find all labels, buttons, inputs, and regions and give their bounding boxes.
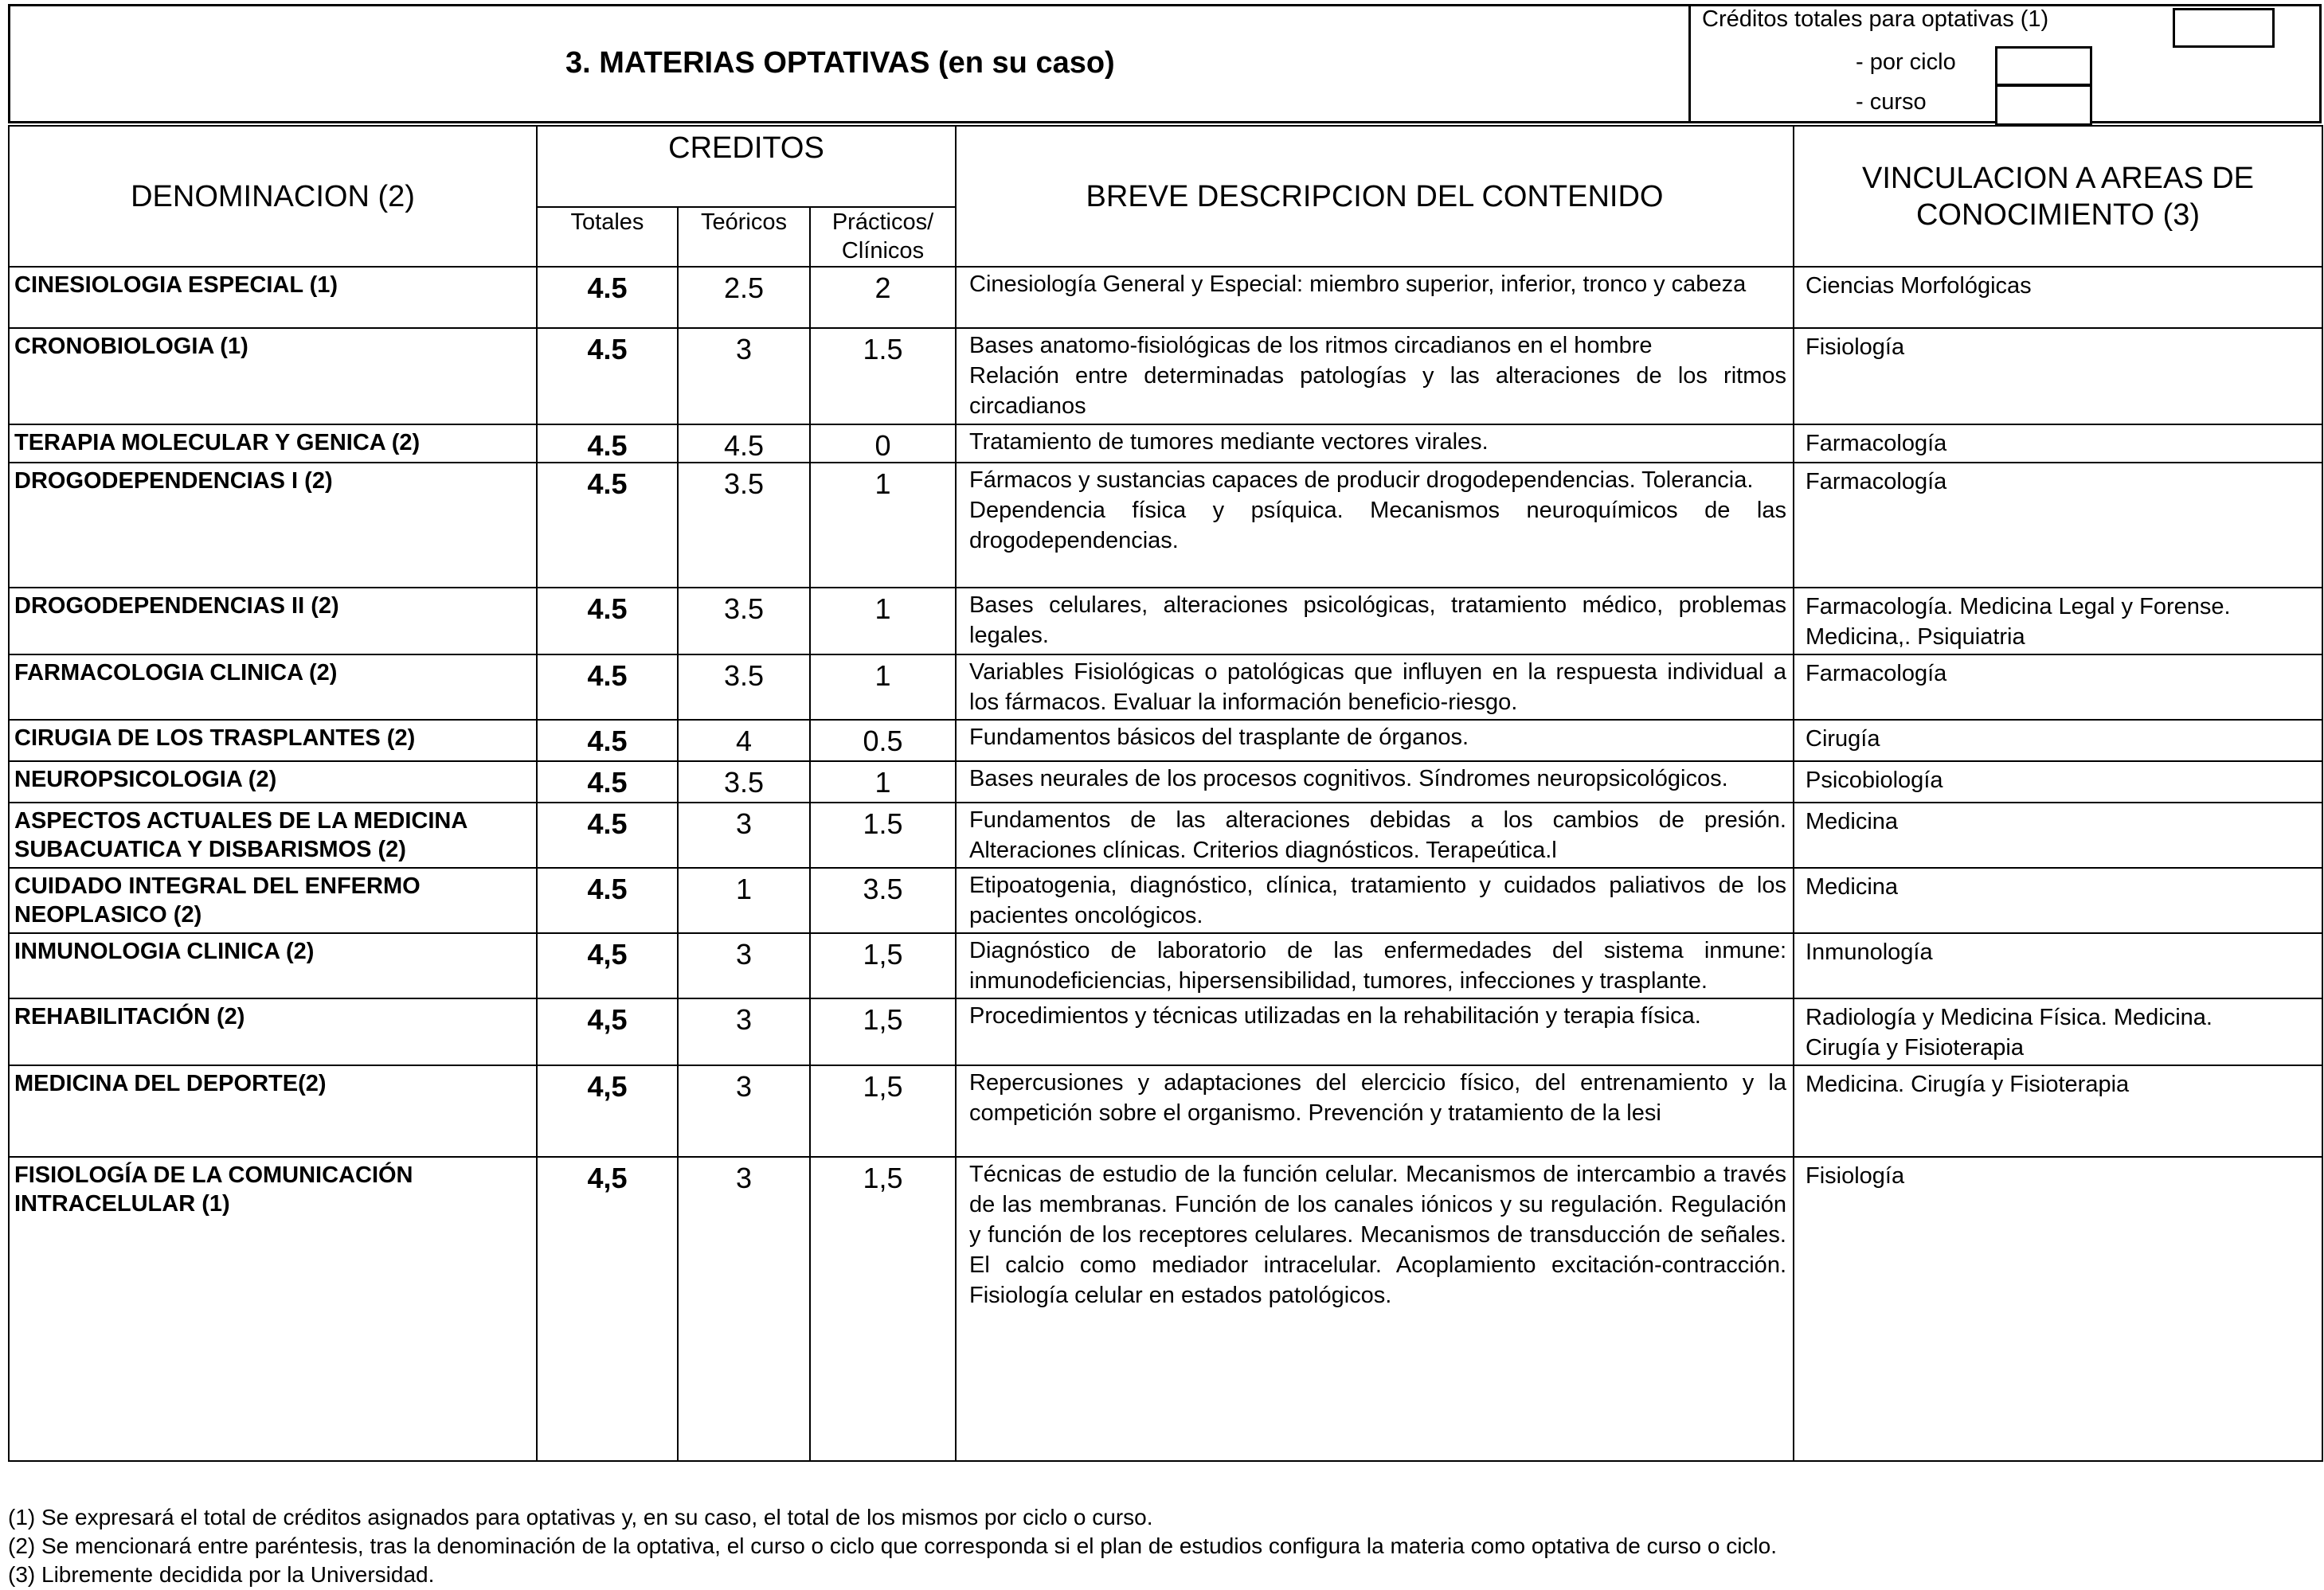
header-practicos: Prácticos/ Clínicos — [810, 207, 956, 267]
knowledge-area: Farmacología — [1794, 463, 2322, 588]
credits-practice: 1 — [810, 761, 956, 803]
footnote-1: (1) Se expresará el total de créditos asignados para optativas y, en su caso, el total de los mismos por ciclo o curso. — [8, 1505, 1153, 1529]
knowledge-area: Ciencias Morfológicas — [1794, 267, 2322, 328]
knowledge-area: Fisiología — [1794, 1157, 2322, 1461]
knowledge-area: Psicobiología — [1794, 761, 2322, 803]
per-course-label: - curso — [1856, 89, 1927, 115]
credits-total: 4,5 — [537, 1157, 678, 1461]
table-body — [9, 267, 2322, 1461]
credits-practice: 1,5 — [810, 1065, 956, 1157]
subject-name: FISIOLOGÍA DE LA COMUNICACIÓN INTRACELULAR (1) — [9, 1157, 537, 1461]
subject-name: FARMACOLOGIA CLINICA (2) — [9, 654, 537, 720]
total-credits-label: Créditos totales para optativas (1) — [1702, 6, 2049, 32]
content-description: Tratamiento de tumores mediante vectores virales. — [956, 424, 1794, 463]
credits-theory: 3 — [678, 998, 810, 1065]
table-row — [9, 803, 2322, 868]
optional-subjects-table — [8, 125, 2323, 1462]
table-row — [9, 1157, 2322, 1461]
table-row — [9, 463, 2322, 588]
content-description: Repercusiones y adaptaciones del elercicio físico, del entrenamiento y la competición sobre el organismo. Prevención y tratamiento de la lesi — [956, 1065, 1794, 1157]
credits-practice: 0.5 — [810, 720, 956, 761]
content-description: Procedimientos y técnicas utilizadas en la rehabilitación y terapia física. — [956, 998, 1794, 1065]
table-row — [9, 868, 2322, 933]
per-course-box[interactable] — [1995, 84, 2092, 126]
section-title: 3. MATERIAS OPTATIVAS (en su caso) — [565, 46, 1115, 80]
table-row — [9, 328, 2322, 424]
credits-total: 4.5 — [537, 328, 678, 424]
credits-theory: 3 — [678, 1157, 810, 1461]
subject-name: REHABILITACIÓN (2) — [9, 998, 537, 1065]
content-description: Fundamentos de las alteraciones debidas a los cambios de presión. Alteraciones clínicas. Criterios diagnósticos. Terapeútica.l — [956, 803, 1794, 868]
per-cycle-box[interactable] — [1995, 46, 2092, 86]
content-description: Bases neurales de los procesos cognitivos. Síndromes neuropsicológicos. — [956, 761, 1794, 803]
credits-total: 4.5 — [537, 654, 678, 720]
table-row — [9, 761, 2322, 803]
subject-name: MEDICINA DEL DEPORTE(2) — [9, 1065, 537, 1157]
knowledge-area: Medicina — [1794, 803, 2322, 868]
knowledge-area: Farmacología. Medicina Legal y Forense. Medicina,. Psiquiatria — [1794, 588, 2322, 654]
credits-total: 4,5 — [537, 998, 678, 1065]
credits-practice: 0 — [810, 424, 956, 463]
knowledge-area: Medicina. Cirugía y Fisioterapia — [1794, 1065, 2322, 1157]
credits-theory: 3.5 — [678, 588, 810, 654]
credits-theory: 3 — [678, 328, 810, 424]
content-description: Diagnóstico de laboratorio de las enfermedades del sistema inmune: inmunodeficiencias, hipersensibilidad, tumores, infecciones y trasplante. — [956, 933, 1794, 998]
subject-name: CUIDADO INTEGRAL DEL ENFERMO NEOPLASICO (2) — [9, 868, 537, 933]
header-creditos: CREDITOS — [537, 126, 956, 207]
table-row — [9, 424, 2322, 463]
credits-total: 4.5 — [537, 761, 678, 803]
credits-theory: 2.5 — [678, 267, 810, 328]
table-row — [9, 654, 2322, 720]
credits-total: 4,5 — [537, 1065, 678, 1157]
credits-total: 4.5 — [537, 463, 678, 588]
table-row — [9, 588, 2322, 654]
credits-total: 4.5 — [537, 424, 678, 463]
credits-practice: 1.5 — [810, 328, 956, 424]
credits-practice: 1.5 — [810, 803, 956, 868]
knowledge-area: Radiología y Medicina Física. Medicina. Cirugía y Fisioterapia — [1794, 998, 2322, 1065]
credits-total: 4.5 — [537, 720, 678, 761]
credits-theory: 3 — [678, 803, 810, 868]
header-teoricos: Teóricos — [678, 207, 810, 267]
credits-theory: 3.5 — [678, 761, 810, 803]
content-description: Etipoatogenia, diagnóstico, clínica, tratamiento y cuidados paliativos de los pacientes oncológicos. — [956, 868, 1794, 933]
credits-total: 4.5 — [537, 803, 678, 868]
credits-practice: 1 — [810, 654, 956, 720]
subject-name: CIRUGIA DE LOS TRASPLANTES (2) — [9, 720, 537, 761]
content-description: Fundamentos básicos del trasplante de órganos. — [956, 720, 1794, 761]
credits-practice: 1 — [810, 588, 956, 654]
knowledge-area: Cirugía — [1794, 720, 2322, 761]
credits-theory: 1 — [678, 868, 810, 933]
knowledge-area: Medicina — [1794, 868, 2322, 933]
knowledge-area: Farmacología — [1794, 654, 2322, 720]
subject-name: INMUNOLOGIA CLINICA (2) — [9, 933, 537, 998]
content-description: Técnicas de estudio de la función celular. Mecanismos de intercambio a través de las membranas. Función de los canales iónicos y su regulación. Regulación y función de los receptores celulares. Mecanismos de transducción de señales. El calcio como mediador intracelular. Acoplamiento excitación-contracción. Fisiología celular en estados patológicos. — [956, 1157, 1794, 1461]
header-vinculacion: VINCULACION A AREAS DE CONOCIMIENTO (3) — [1794, 126, 2322, 267]
table-row — [9, 998, 2322, 1065]
header-totales: Totales — [537, 207, 678, 267]
subject-name: NEUROPSICOLOGIA (2) — [9, 761, 537, 803]
knowledge-area: Fisiología — [1794, 328, 2322, 424]
credits-theory: 3.5 — [678, 654, 810, 720]
footnote-2: (2) Se mencionará entre paréntesis, tras la denominación de la optativa, el curso o ciclo que corresponda si el plan de estudios configura la materia como optativa de curso o ciclo. — [8, 1533, 1777, 1558]
credits-total: 4.5 — [537, 868, 678, 933]
credits-total: 4.5 — [537, 267, 678, 328]
credits-total: 4.5 — [537, 588, 678, 654]
content-description: Variables Fisiológicas o patológicas que influyen en la respuesta individual a los fármacos. Evaluar la información beneficio-riesgo. — [956, 654, 1794, 720]
table-row — [9, 933, 2322, 998]
knowledge-area: Inmunología — [1794, 933, 2322, 998]
subject-name: DROGODEPENDENCIAS I (2) — [9, 463, 537, 588]
content-description: Bases anatomo-fisiológicas de los ritmos circadianos en el hombre Relación entre determinadas patologías y las alteraciones de los ritmos circadianos — [956, 328, 1794, 424]
table-row — [9, 720, 2322, 761]
subject-name: ASPECTOS ACTUALES DE LA MEDICINA SUBACUATICA Y DISBARISMOS (2) — [9, 803, 537, 868]
subject-name: CRONOBIOLOGIA (1) — [9, 328, 537, 424]
subject-name: CINESIOLOGIA ESPECIAL (1) — [9, 267, 537, 328]
credits-theory: 4.5 — [678, 424, 810, 463]
credits-practice: 1 — [810, 463, 956, 588]
footnotes — [8, 1503, 1777, 1589]
credits-practice: 2 — [810, 267, 956, 328]
credits-theory: 4 — [678, 720, 810, 761]
footnote-3: (3) Libremente decidida por la Universidad. — [8, 1562, 435, 1587]
credits-practice: 1,5 — [810, 1157, 956, 1461]
credits-theory: 3 — [678, 933, 810, 998]
content-description: Cinesiología General y Especial: miembro superior, inferior, tronco y cabeza — [956, 267, 1794, 328]
content-description: Fármacos y sustancias capaces de producir drogodependencias. Tolerancia. Dependencia física y psíquica. Mecanismos neuroquímicos de las drogodependencias. — [956, 463, 1794, 588]
knowledge-area: Farmacología — [1794, 424, 2322, 463]
credits-theory: 3 — [678, 1065, 810, 1157]
content-description: Bases celulares, alteraciones psicológicas, tratamiento médico, problemas legales. — [956, 588, 1794, 654]
table-row — [9, 1065, 2322, 1157]
subject-name: TERAPIA MOLECULAR Y GENICA (2) — [9, 424, 537, 463]
header-descripcion: BREVE DESCRIPCION DEL CONTENIDO — [956, 126, 1794, 267]
credits-practice: 1,5 — [810, 933, 956, 998]
per-cycle-label: - por ciclo — [1856, 49, 1956, 75]
credits-theory: 3.5 — [678, 463, 810, 588]
header-denominacion: DENOMINACION (2) — [9, 126, 537, 267]
total-credits-box[interactable] — [2173, 8, 2275, 48]
subject-name: DROGODEPENDENCIAS II (2) — [9, 588, 537, 654]
credits-practice: 3.5 — [810, 868, 956, 933]
credits-total: 4,5 — [537, 933, 678, 998]
table-row — [9, 267, 2322, 328]
credits-practice: 1,5 — [810, 998, 956, 1065]
